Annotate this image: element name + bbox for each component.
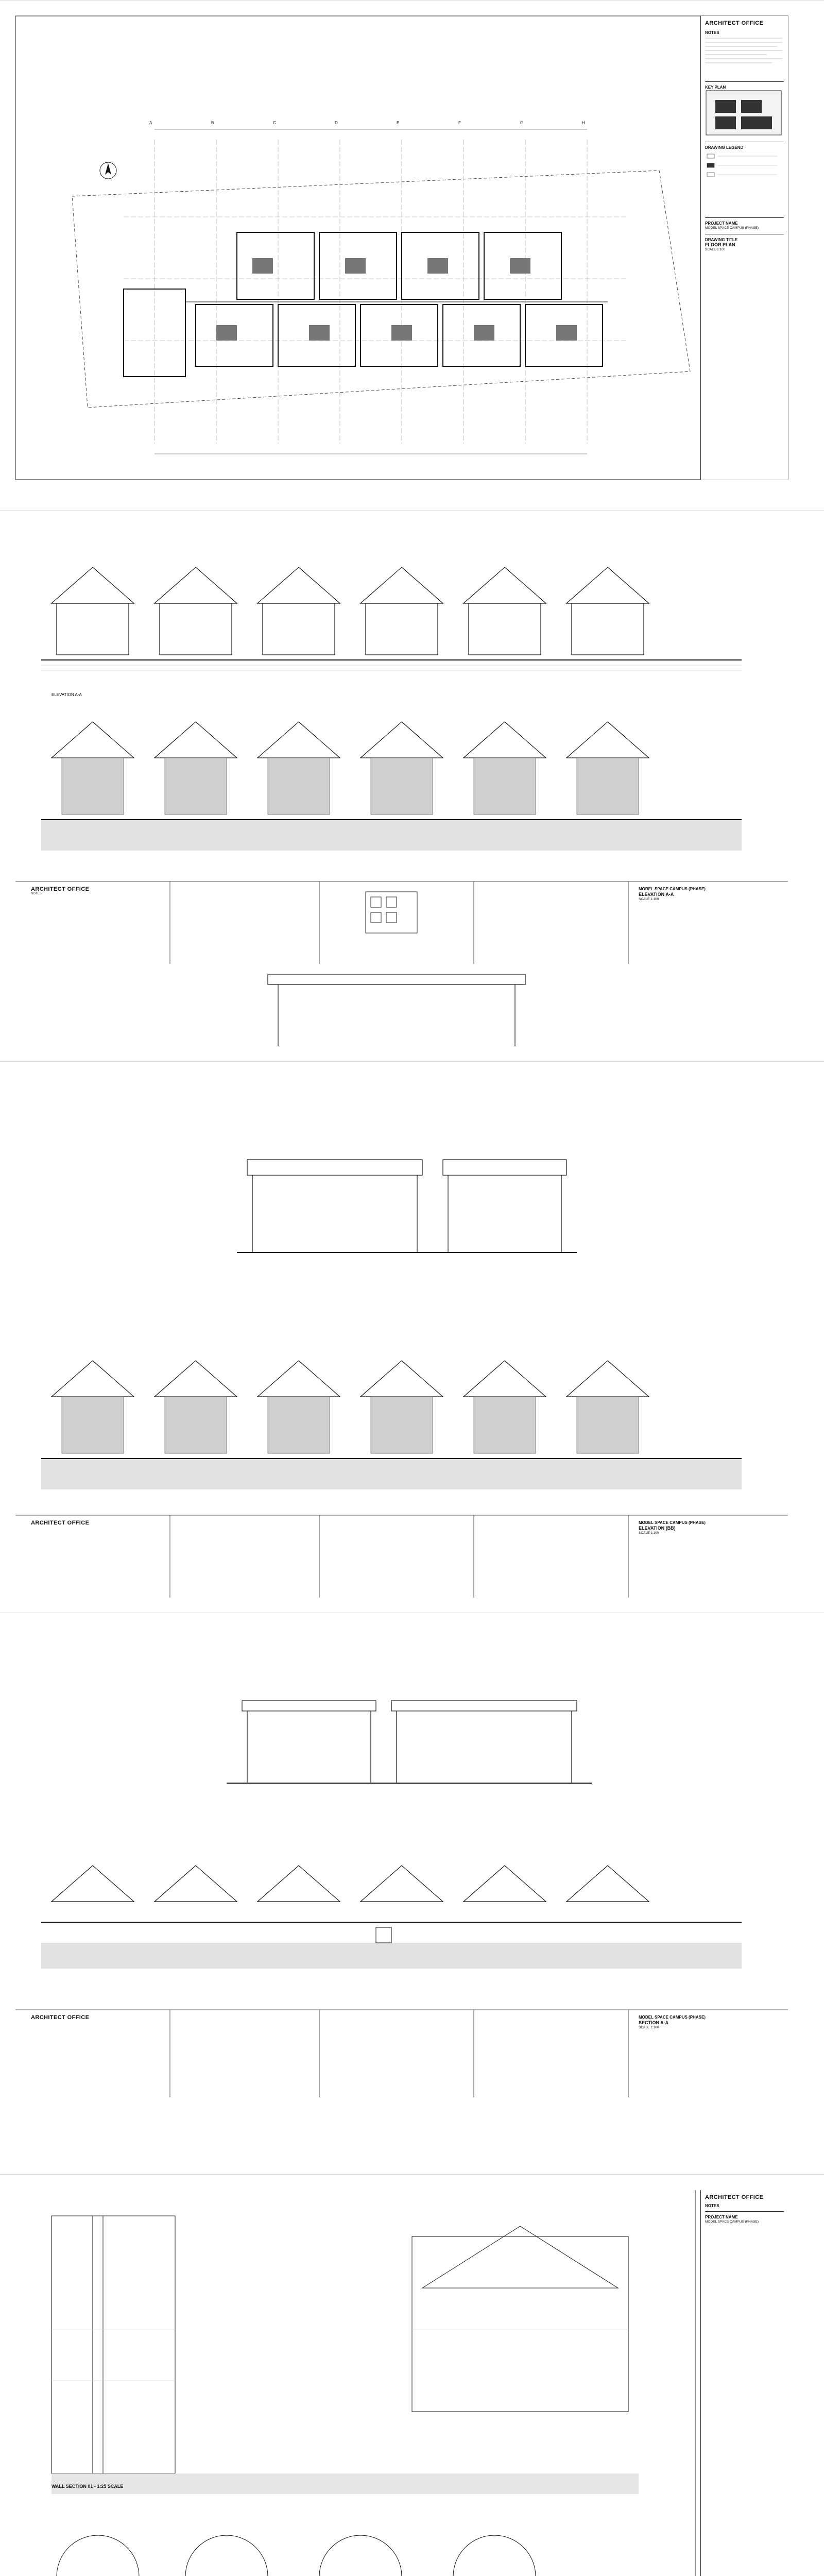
- svg-text:B: B: [211, 121, 214, 125]
- sheet-section-aa: [0, 1613, 824, 2164]
- drawing-scale: SCALE 1:100: [705, 248, 726, 251]
- notes-heading: NOTES: [705, 30, 719, 35]
- titleblock-2: ARCHITECT OFFICE NOTES: [31, 886, 90, 895]
- legend-heading: DRAWING LEGEND: [705, 145, 744, 150]
- sheet-elevation-aa: [0, 510, 824, 1052]
- key-plan-heading: KEY PLAN: [705, 85, 726, 90]
- elevation-aa-drawing: [0, 511, 824, 1052]
- svg-text:H: H: [582, 121, 585, 125]
- svg-text:C: C: [273, 121, 276, 125]
- key-plan-thumbnail: [705, 90, 782, 136]
- project-heading: PROJECT NAME: [705, 221, 738, 226]
- titleblock-4-right: MODEL SPACE CAMPUS (PHASE) SECTION A-A SCALE 1:100: [639, 2015, 706, 2029]
- drawing-title-heading: DRAWING TITLE: [705, 238, 738, 242]
- sheet-floor-plan: [0, 0, 824, 495]
- titleblock-3-right: MODEL SPACE CAMPUS (PHASE) ELEVATION (BB) SCALE 1:100: [639, 1520, 706, 1535]
- section-aa-drawing: [0, 1613, 824, 2164]
- project-name: MODEL SPACE CAMPUS (PHASE): [705, 226, 759, 230]
- titleblock-5: ARCHITECT OFFICE NOTES PROJECT NAME MODEL SPACE CAMPUS (PHASE): [700, 2190, 788, 2576]
- svg-text:A: A: [149, 121, 152, 125]
- drawing-title: FLOOR PLAN: [705, 242, 735, 247]
- firm-name: ARCHITECT OFFICE: [705, 20, 764, 26]
- elevation-label-upper: ELEVATION A-A: [52, 692, 82, 697]
- svg-text:E: E: [397, 121, 400, 125]
- svg-text:G: G: [520, 121, 524, 125]
- notes-text: [705, 35, 784, 82]
- titleblock-4: ARCHITECT OFFICE: [31, 2014, 90, 2021]
- svg-text:D: D: [335, 121, 338, 125]
- titleblock-2-right: MODEL SPACE CAMPUS (PHASE) ELEVATION A-A SCALE 1:100: [639, 887, 706, 901]
- sheet-wall-section-01: [0, 2174, 824, 2576]
- wall-section-01-label: WALL SECTION 01 - 1:25 SCALE: [52, 2484, 124, 2489]
- titleblock-1: [700, 16, 788, 480]
- titleblock-3: ARCHITECT OFFICE: [31, 1520, 90, 1526]
- sheet-elevation-bb: [0, 1061, 824, 1603]
- svg-text:F: F: [458, 121, 461, 125]
